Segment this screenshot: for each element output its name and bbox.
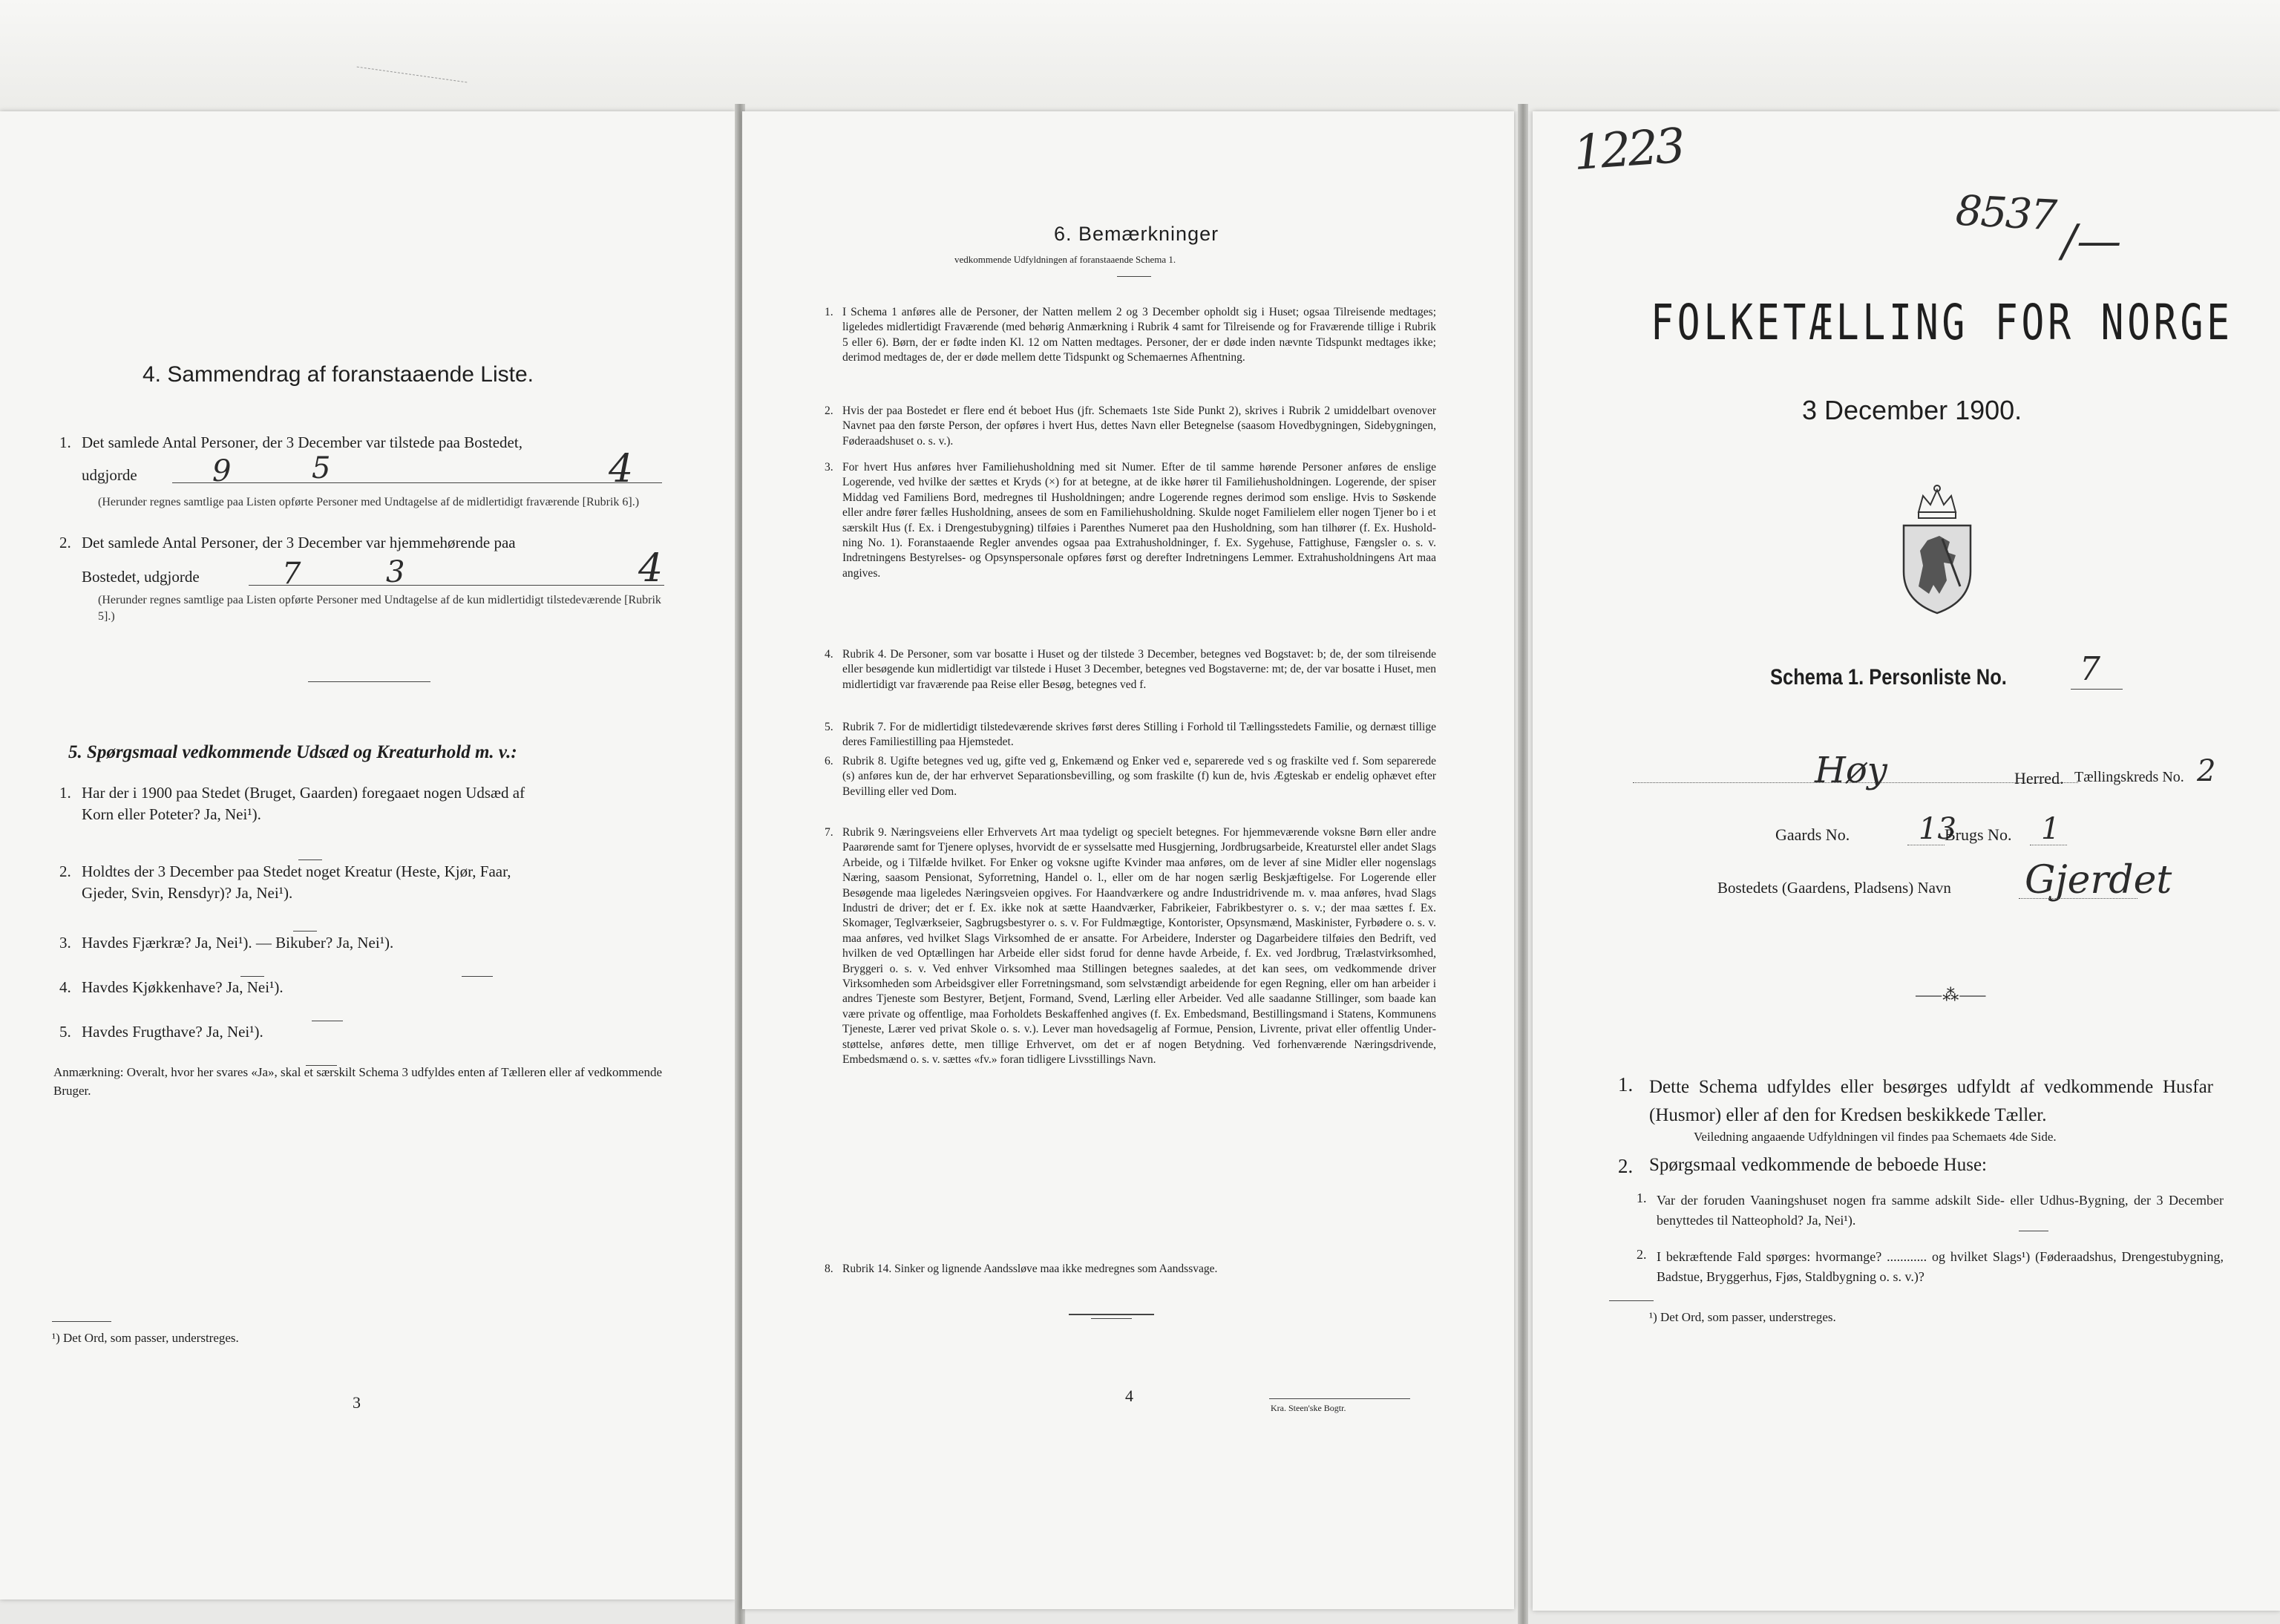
heading-rule	[1117, 276, 1151, 277]
gaards-number: 13	[1919, 812, 1956, 846]
census-title: FOLKETÆLLING FOR NORGE	[1651, 294, 2233, 351]
remark-item-8	[825, 1262, 1436, 1277]
end-rule-short	[1091, 1318, 1132, 1319]
answer-line	[2071, 689, 2123, 690]
summary-note-1: (Herunder regnes samtlige paa Listen opførte Personer med Undtagelse af de midlertidigt fraværende [Rubrik 6].)	[98, 496, 640, 508]
remark-text: Hvis der paa Bostedet er flere end ét beboet Hus (jfr. Schemaets 1ste Side Punkt 2), skrives i Rubrik 2 umiddelbart ovenover Navnet paa den første Person, der opføres i hvert Hus, dettes Navn eller Betegnelse (saasom Hovedbygningen, Sidebygningen, Føderaadshuset o. s. v.).	[842, 405, 1436, 448]
section-divider	[308, 681, 430, 682]
schema-label: Schema 1. Personliste No.	[1770, 665, 2007, 690]
remark-item-6	[825, 754, 1436, 799]
question-5	[59, 1021, 675, 1043]
question-2	[59, 861, 675, 904]
question-text: Havdes Kjøkkenhave? Ja, Nei¹).	[82, 978, 284, 996]
house-question-2-number: 2.	[1637, 1247, 1647, 1262]
resident-women-value: 4	[638, 546, 664, 591]
resident-total-value: 7	[282, 557, 301, 591]
present-total-value: 9	[212, 454, 232, 488]
instruction-2: Spørgsmaal vedkommende de beboede Huse:	[1649, 1155, 1987, 1175]
remark-text: Rubrik 8. Ugifte betegnes ved ug, gifte ved g, Enkemænd og Enker ved e, separerede ved s og fraskilte ved f. Som separerede (s) anføres kun de, der har erhvervet Separationsbevilling, og som fraskilte (f) kun de, hvis Ægteskab er endelig ophævet efter Bevilling eller ved Dom.	[842, 755, 1436, 798]
remarks-heading: 6. Bemærkninger	[1054, 223, 1219, 245]
question-1	[59, 782, 675, 825]
summary-item-2	[59, 532, 675, 554]
footnote-rule	[1609, 1300, 1654, 1301]
question-answer-options: Gjeder, Svin, Rensdyr)? Ja, Nei¹).	[82, 884, 293, 902]
end-rule	[1069, 1314, 1154, 1315]
answer-underline	[462, 976, 493, 977]
question-number: 2.	[59, 862, 71, 880]
handwritten-dash: /—	[2062, 215, 2122, 267]
remark-number: 8.	[825, 1263, 833, 1275]
remark-text: I Schema 1 anføres alle de Personer, der Natten mellem 2 og 3 December opholdt sig i Huset; ogsaa Tilreisende medtages; ligeledes midlertidigt Fraværende (med behørig Anmærkning i Rubrik 4 samt for Tilreisende og for Fraværende tillige i Rubrik 5 eller 6). Børn, der er fødte inden Kl. 12 om Natten medtages. Personer, der er døde inden nævnte Tidspunkt medtages ikke; derimod medtages de, der er døde mellem dette Tidspunkt og Schemaernes Afhentning.	[842, 306, 1436, 364]
remark-text: For hvert Hus anføres hver Familiehusholdning med sit Numer. Efter de til samme hørende Personer anføres de enslige Logerende, ved hvilke der sættes et Kryds (×) for at betegne, at de ikke hører til Familiehusholdningen. Logerende, der spiser Middag ved Familiens Bord, medregnes til Husholdningen; andre Logerende regnes derimod som enslige. Hvis to Søskende eller andre fører fælles Husholdning, ansees de som en Familiehusholdning. Skulde noget Familielem eller nogen Tjener bo i et særskilt Hus (f. Ex. i Drengestubygning) tilføies i Parenthes Numeret paa den Husholdning, som han tilhører (f. Ex. Husholdning No. 1). Foranstaaende Regler anvendes ogsaa paa Extrahusholdninger, f. Ex. Sygehuse, Fattighuse, Fængsler o. s. v. Indretningens Bestyrelses- og Opsynspersonale opføres først og derefter Indretningens Lemmer. Extrahusholdningens Art maa angives.	[842, 461, 1436, 580]
item-number: 1.	[59, 433, 71, 451]
question-text: Holdtes der 3 December paa Stedet noget Kreatur (Heste, Kjør, Faar,	[82, 862, 511, 880]
page-number: 3	[353, 1393, 361, 1412]
instruction-1-note: Veiledning angaaende Udfyldningen vil findes paa Schemaets 4de Side.	[1694, 1130, 2057, 1144]
remark-number: 6.	[825, 755, 833, 767]
answer-line	[172, 482, 662, 483]
kreds-number: 2	[2197, 754, 2216, 788]
section5-heading: 5. Spørgsmaal vedkommende Udsæd og Kreaturhold m. v.:	[68, 742, 517, 762]
question-number: 4.	[59, 978, 71, 996]
remark-item-3	[825, 460, 1436, 581]
coat-of-arms-emblem	[1896, 482, 1978, 616]
remark-text: Rubrik 14. Sinker og lignende Aandssløve maa ikke medregnes som Aandssvage.	[842, 1263, 1218, 1275]
gaards-label: Gaards No.	[1775, 825, 1850, 844]
remark-item-5	[825, 720, 1436, 750]
question-text: Har der i 1900 paa Stedet (Bruget, Gaarden) foregaaet nogen Udsæd af	[82, 784, 525, 802]
kreds-label: Tællingskreds No.	[2074, 769, 2184, 785]
remark-number: 4.	[825, 648, 833, 661]
census-date: 3 December 1900.	[1802, 395, 2022, 425]
footnote-rule	[52, 1321, 111, 1322]
personliste-number: 7	[2080, 650, 2100, 688]
item-number: 2.	[59, 534, 71, 551]
remark-number: 2.	[825, 405, 833, 417]
remark-text: Rubrik 4. De Personer, som var bosatte i Huset og der tilstede 3 December, betegnes ved Bogstavet: b; de, der som tilreisende eller besøgende kun midlertidigt var tilstede i Huset 3 December, betegnes ved Bogstaverne: mt; de, der var bosatte i Huset, men midlertidigt var fraværende paa Reise eller Besøg, betegnes ved f.	[842, 648, 1436, 691]
question-text: Havdes Frugthave? Ja, Nei¹).	[82, 1023, 263, 1041]
question-answer-options: Korn eller Poteter? Ja, Nei¹).	[82, 805, 261, 823]
item-suffix: udgjorde	[82, 466, 137, 484]
remark-item-1	[825, 305, 1436, 366]
handwritten-reference: 8537	[1954, 186, 2057, 240]
remark-text: Rubrik 9. Næringsveiens eller Erhvervets Art maa tydeligt og specielt betegnes. For hjemmeværende voksne Børn eller andre Paarørende samt for Tjenere oplyses, hvorvidt de er sysselsatte med Husgjerning, Jordbrugsarbeide, Kreaturstel eller andet Slags Arbeide, og i Tilfælde hvilket. For Enker og voksne ugifte Kvinder maa anføres, om de lever af sine Midler eller nogenslags Næring, saasom Pensionat, Syforretning, Handel o. l., eller om de har nogen særlig Beskjæftigelse. For Logerende eller Besøgende maa ligeledes Næringsveien opgives. For Haandværkere og andre Industridrivende m. v. maa anføres, hvad Slags Industri de driver; det er f. Ex. ikke nok at sætte Haandværker, Fabrikeier, Fabrikbestyrer o. s. v.; der maa sættes f. Ex. Skomager, Teglværkseier, Sagbrugsbestyrer o. s. v. For Fuldmægtige, Kontorister, Opsynsmænd, Maskinister, Fyrbødere o. s. v. maa anføres, ved hvilket Slags Virksomhed de er ansatte. For Arbeidere, Inderster og Dagarbeidere tilføies den Bedrift, ved hvilken de ved Optællingen har Arbeide eller sidst forud for denne havde Arbeide, f. Ex. ved Jordbrug, Trælastvirksomhed, Bryggeri o. s. v. Ved enhver Virksomhed maa Stillingen betegnes saaledes, at det kan sees, om vedkommende driver Virksomheden som Arbeidsgiver eller Forretningsmand, som selvstændigt arbeidende for egen Regning, eller om han arbeider i andres Tjeneste som Bestyrer, Betjent, Formand, Svend, Lærling eller Arbeider. Ved alle saadanne Stillinger, som baade kan være private og offentlige, maa Forholdets Beskaffenhed angives (f. Ex. Embedsmand, Bestillingsmand i Statens, Kommunens Tjeneste, Lærer ved privat Skole o. s. v.). Lever man hovedsagelig af Formue, Pension, Livrente, privat eller offentlig Understøttelse, anføres dette, men tillige Erhvervet, om det er af nogen Betydning. Ved forhenværende Næringsdrivende, Embedsmænd o. s. v. sættes «fv.» foran tidligere Livsstillings Navn.	[842, 826, 1436, 1067]
bosted-label: Bostedets (Gaardens, Pladsens) Navn	[1717, 879, 1951, 897]
instruction-2-number: 2.	[1618, 1155, 1634, 1177]
question-number: 3.	[59, 934, 71, 952]
remark-item-4	[825, 647, 1436, 693]
remark-number: 3.	[825, 461, 833, 474]
resident-men-value: 3	[386, 555, 405, 589]
herred-value: Høy	[1815, 750, 1887, 791]
item-text: Det samlede Antal Personer, der 3 December var tilstede paa Bostedet,	[82, 433, 522, 451]
instruction-1: Dette Schema udfyldes eller besørges udfyldt af vedkommende Husfar (Husmor) eller af den for Kredsen beskikkede Tæller.	[1649, 1077, 2213, 1125]
summary-item-1	[59, 432, 675, 454]
item-text: Det samlede Antal Personer, der 3 December var hjemmehørende paa	[82, 534, 516, 551]
left-page	[0, 111, 735, 1600]
house-question-1: Var der foruden Vaaningshuset nogen fra samme adskilt Side- eller Udhus-Bygning, der 3 December benyttedes til Natteophold? Ja, Nei¹).	[1657, 1193, 2224, 1228]
answer-line	[2019, 898, 2138, 899]
footnote: ¹) Det Ord, som passer, understreges.	[1649, 1310, 1836, 1324]
herred-label: Herred.	[2014, 769, 2064, 788]
remarks-subheading: vedkommende Udfyldningen af foranstaaende Schema 1.	[954, 254, 1176, 265]
scan-background	[0, 0, 2280, 111]
ornament-icon: ⸺⁂⸺	[1915, 986, 1987, 1004]
question-number: 5.	[59, 1023, 71, 1041]
question-number: 1.	[59, 784, 71, 802]
remark-number: 1.	[825, 306, 833, 318]
printer-rule	[1269, 1398, 1410, 1399]
present-men-value: 5	[312, 451, 331, 485]
remark-number: 5.	[825, 721, 833, 733]
brugs-label: Brugs No.	[1945, 825, 2012, 844]
bosted-value: Gjerdet	[2025, 858, 2172, 903]
house-question-2: I bekræftende Fald spørges: hvormange? ............ og hvilket Slags¹) (Føderaadshus, Drengestubygning, Badstue, Bryggerhus, Fjøs, Staldbygning o. s. v.)?	[1657, 1249, 2224, 1284]
summary-note-2: (Herunder regnes samtlige paa Listen opførte Personer med Undtagelse af de kun midlertidigt tilstedeværende [Rubrik 5].)	[98, 594, 661, 623]
item-suffix: Bostedet, udgjorde	[82, 568, 200, 586]
answer-underline	[240, 976, 264, 977]
section4-heading: 4. Sammendrag af foranstaaende Liste.	[142, 362, 534, 387]
printer-imprint: Kra. Steen'ske Bogtr.	[1271, 1403, 1346, 1413]
instruction-1-number: 1.	[1618, 1073, 1634, 1096]
archive-number: 1223	[1571, 118, 1685, 182]
remark-item-7	[825, 825, 1436, 1068]
question-3	[59, 932, 675, 954]
section5-remark: Anmærkning: Overalt, hvor her svares «Ja», skal et særskilt Schema 3 udfyldes enten af Tælleren eller af vedkommende Bruger.	[53, 1065, 662, 1098]
brugs-number: 1	[2041, 812, 2060, 846]
answer-line	[249, 585, 664, 586]
remark-item-2	[825, 404, 1436, 449]
question-4	[59, 977, 675, 998]
present-women-value: 4	[609, 447, 634, 491]
page-gutter	[1518, 104, 1528, 1624]
footnote: ¹) Det Ord, som passer, understreges.	[52, 1331, 239, 1345]
question-text: Havdes Fjærkræ? Ja, Nei¹). — Bikuber? Ja, Nei¹).	[82, 934, 394, 952]
house-question-1-number: 1.	[1637, 1191, 1647, 1205]
remark-text: Rubrik 7. For de midlertidigt tilstedeværende skrives først deres Stilling i Forhold til Tællingsstedets Familie, og dernæst tillige deres Familiestilling paa Hjemstedet.	[842, 721, 1436, 749]
remark-number: 7.	[825, 826, 833, 839]
page-number: 4	[1125, 1386, 1133, 1405]
